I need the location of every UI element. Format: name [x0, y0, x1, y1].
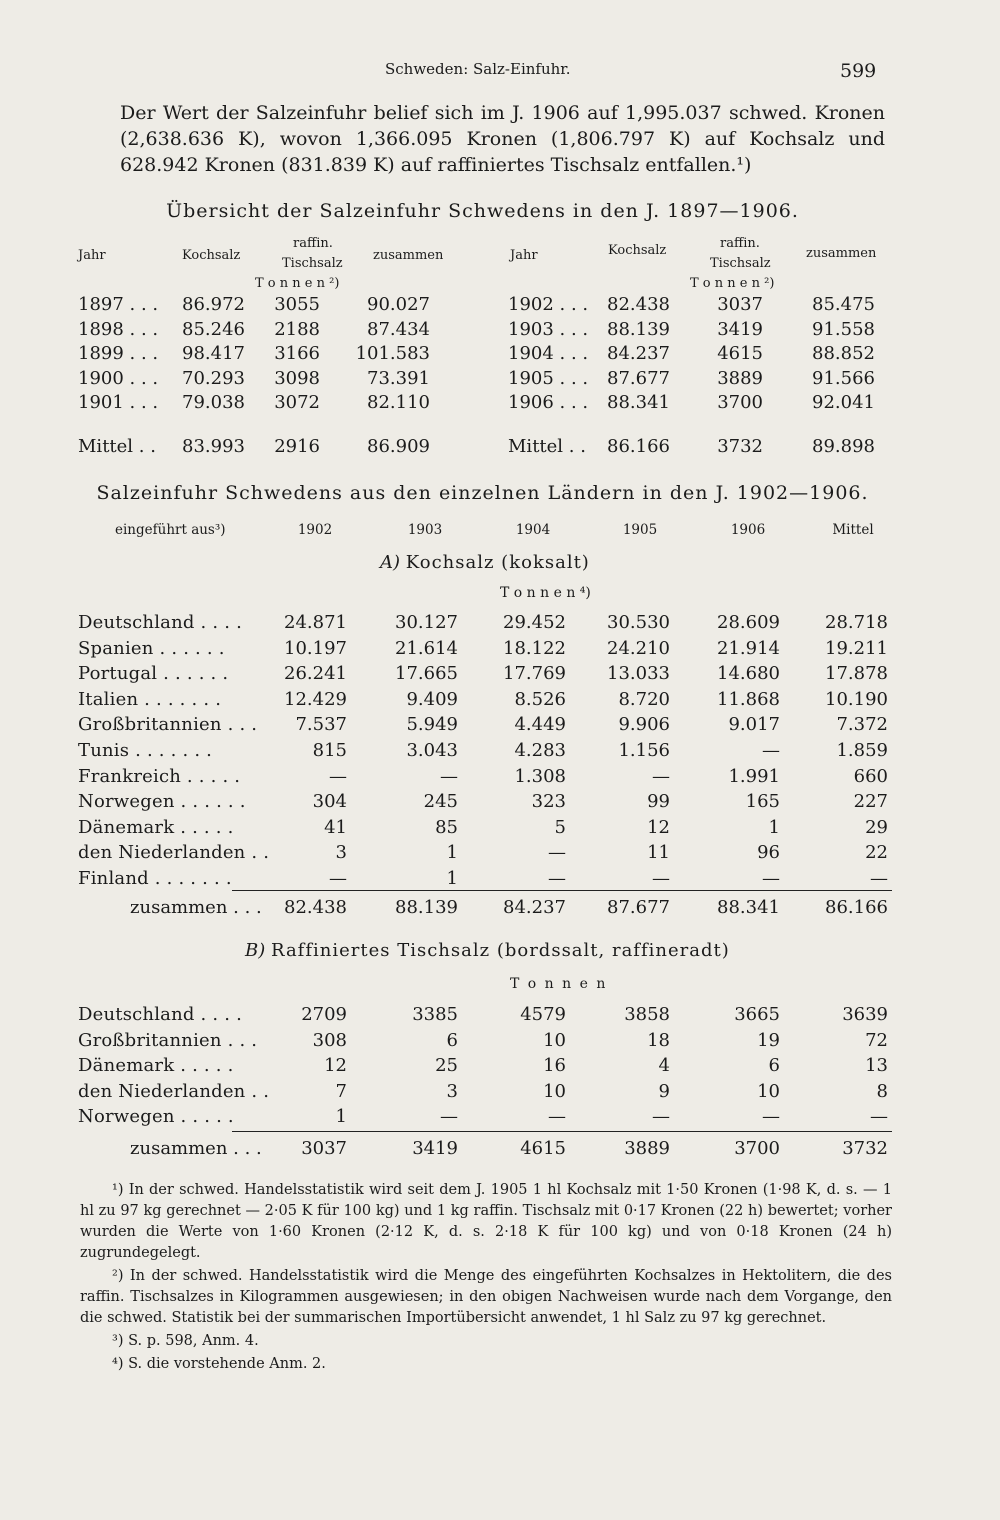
section-b-prefix: B) — [245, 940, 266, 961]
t2-section_a-value: 24.210 — [607, 637, 670, 659]
t2-section_b-value: 4 — [658, 1055, 670, 1077]
t2-section_b-value: 25 — [435, 1055, 458, 1077]
t2-section_a-value: 21.614 — [395, 637, 458, 659]
t1-row-value-left: 87.434 — [367, 318, 430, 340]
t2-section_a-value: 4.283 — [514, 740, 566, 761]
t2-section_a-value: 12.429 — [284, 688, 347, 710]
t1-row-value-right: 3037 — [717, 294, 763, 315]
t2-section_b-value: 19 — [757, 1029, 780, 1051]
section-a-unit: T o n n e n ⁴) — [500, 585, 591, 601]
t2-section_b-value: 3385 — [412, 1004, 458, 1025]
t2-section_b-country: Deutschland . . . . — [78, 1004, 242, 1025]
t2-header-year: 1902 — [297, 522, 333, 538]
t2-section_a-value: 1.156 — [618, 740, 670, 761]
t1-row-year-left: 1898 . . . — [78, 318, 159, 340]
t2-section_a-value: 10.190 — [825, 688, 888, 710]
t2-section_a-total-value: 82.438 — [284, 897, 347, 918]
t1-header-jahr-right: Jahr — [510, 248, 538, 263]
t1-header-raffin-right: raffin. — [720, 236, 760, 251]
t2-section_a-value: 8.526 — [514, 688, 566, 710]
t2-section_a-total-value: 88.139 — [395, 897, 458, 918]
footnotes — [80, 1180, 892, 1377]
t1-row-value-right: 3889 — [717, 367, 763, 389]
t2-section_b-value: 10 — [757, 1080, 780, 1102]
t2-section_a-value: 29 — [865, 816, 888, 838]
t2-section_b-total-value: 4615 — [520, 1138, 566, 1159]
t2-section_a-value: 5.949 — [406, 714, 458, 736]
t2-section_b-value: — — [548, 1106, 566, 1128]
section-b-heading — [245, 940, 730, 961]
t1-row-year-left: 1901 . . . — [78, 392, 159, 413]
t2-section_a-value: 1.859 — [836, 740, 888, 761]
t2-section_a-value: 17.878 — [825, 663, 888, 685]
t2-section_a-value: 165 — [745, 791, 780, 813]
t1-row-value-left: 86.972 — [182, 294, 245, 315]
t2-section_a-value: 3.043 — [406, 740, 458, 761]
t2-section_b-sum-rule — [232, 1131, 892, 1132]
t2-section_b-value: 2709 — [301, 1004, 347, 1025]
t1-unit-left: T o n n e n ²) — [255, 276, 340, 291]
t2-section_b-value: 6 — [768, 1055, 780, 1077]
t2-section_a-value: — — [652, 765, 670, 787]
t2-section_b-value: — — [652, 1106, 670, 1128]
t2-section_b-country: Großbritannien . . . — [78, 1029, 258, 1051]
t2-section_a-value: 30.530 — [607, 612, 670, 633]
t2-section_a-total-value: 88.341 — [717, 897, 780, 918]
section-a-heading — [380, 552, 590, 573]
t2-section_a-total-value: 86.166 — [825, 897, 888, 918]
t1-row-value-right: 4615 — [717, 343, 763, 364]
t2-section_a-value: 85 — [435, 816, 458, 838]
t2-section_a-value: 17.665 — [395, 663, 458, 685]
t2-section_a-value: — — [652, 868, 670, 889]
t2-section_a-value: 11 — [647, 842, 670, 864]
intro-paragraph — [120, 100, 885, 178]
t1-header-kochsalz-right: Kochsalz — [608, 243, 667, 258]
t2-section_a-country: den Niederlanden . . — [78, 842, 270, 864]
t2-section_a-value: 9.906 — [618, 714, 670, 736]
t2-section_b-value: 3858 — [624, 1004, 670, 1025]
t2-section_a-value: 7.372 — [836, 714, 888, 736]
t1-row-value-left: 90.027 — [367, 294, 430, 315]
t2-section_b-value: 16 — [543, 1055, 566, 1077]
t2-section_b-total-label: zusammen . . . — [130, 1138, 262, 1159]
t1-header-jahr-left: Jahr — [78, 248, 106, 263]
t2-section_a-value: 96 — [757, 842, 780, 864]
t2-section_b-value: — — [762, 1106, 780, 1128]
t2-section_b-country: Norwegen . . . . . — [78, 1106, 234, 1128]
t2-section_a-value: — — [762, 868, 780, 889]
t2-section_a-country: Spanien . . . . . . — [78, 637, 225, 659]
t2-section_a-value: 14.680 — [717, 663, 780, 685]
t1-mean-value-right: 3732 — [717, 436, 763, 457]
t2-header-year: 1906 — [730, 522, 766, 538]
section-a-prefix: A) — [380, 552, 401, 573]
t2-header-year: 1905 — [622, 522, 658, 538]
t2-section_a-value: — — [329, 868, 347, 889]
t2-section_a-value: 227 — [853, 791, 888, 813]
t2-section_a-total-label: zusammen . . . — [130, 897, 262, 918]
t1-row-value-left: 3072 — [274, 392, 320, 413]
t2-header-year: 1904 — [515, 522, 551, 538]
t1-row-value-right: 88.852 — [812, 343, 875, 364]
t1-row-value-right: 88.139 — [607, 318, 670, 340]
t1-header-zusammen-left: zusammen — [373, 248, 444, 263]
t2-section_b-country: den Niederlanden . . — [78, 1080, 270, 1102]
t1-mean-value-left: 83.993 — [182, 436, 245, 457]
t2-section_a-value: 1 — [446, 868, 458, 889]
t2-section_b-value: 13 — [865, 1055, 888, 1077]
t2-section_a-value: 41 — [324, 816, 347, 838]
t2-section_a-value: 28.609 — [717, 612, 780, 633]
t2-section_a-country: Großbritannien . . . — [78, 714, 258, 736]
t2-section_b-value: 3639 — [842, 1004, 888, 1025]
t2-section_a-country: Portugal . . . . . . — [78, 663, 229, 685]
t2-section_a-value: 24.871 — [284, 612, 347, 633]
t2-section_a-value: — — [329, 765, 347, 787]
t2-section_a-country: Finland . . . . . . . — [78, 868, 232, 889]
t2-section_a-country: Deutschland . . . . — [78, 612, 242, 633]
t1-row-value-left: 3098 — [274, 367, 320, 389]
t2-section_a-total-value: 87.677 — [607, 897, 670, 918]
t2-section_a-value: 18.122 — [503, 637, 566, 659]
t1-row-value-right: 87.677 — [607, 367, 670, 389]
t1-row-value-right: 82.438 — [607, 294, 670, 315]
t1-row-year-right: 1904 . . . — [508, 343, 589, 364]
t1-row-year-right: 1906 . . . — [508, 392, 589, 413]
t2-section_a-value: 1 — [768, 816, 780, 838]
t2-section_b-value: 3665 — [734, 1004, 780, 1025]
t1-mean-label-right: Mittel . . — [508, 436, 586, 457]
t2-section_a-value: 304 — [312, 791, 347, 813]
t1-row-value-right: 91.558 — [812, 318, 875, 340]
t1-header-kochsalz-left: Kochsalz — [182, 248, 241, 263]
t2-section_a-value: 245 — [423, 791, 458, 813]
t2-section_a-value: 19.211 — [825, 637, 888, 659]
t2-section_a-value: 323 — [531, 791, 566, 813]
t2-section_b-value: 6 — [446, 1029, 458, 1051]
t2-section_a-country: Frankreich . . . . . — [78, 765, 241, 787]
t2-section_a-value: 13.033 — [607, 663, 670, 685]
t2-section_a-value: 660 — [853, 765, 888, 787]
t2-section_a-value: 8.720 — [618, 688, 670, 710]
t2-section_a-value: 9.409 — [406, 688, 458, 710]
t2-section_a-value: 30.127 — [395, 612, 458, 633]
t2-section_b-value: 308 — [312, 1029, 347, 1051]
t1-row-year-left: 1900 . . . — [78, 367, 159, 389]
t2-section_b-total-value: 3037 — [301, 1138, 347, 1159]
t2-section_b-total-value: 3732 — [842, 1138, 888, 1159]
t2-section_a-value: — — [870, 868, 888, 889]
t2-section_a-value: 11.868 — [717, 688, 780, 710]
t2-section_b-country: Dänemark . . . . . — [78, 1055, 234, 1077]
footnote-3: ³) S. p. 598, Anm. 4. — [112, 1333, 259, 1349]
footnote-2: ²) In der schwed. Handelsstatistik wird die Menge des eingeführten Kochsalzes in Hektolitern, die des raffin. Tischsalzes in Kilogrammen ausgewiesen; in den obigen Nachweisen wurde nach dem Vorgange, den die schwed. Statistik bei der summarischen Importübersicht anwendet, 1 hl Salz zu 97 kg gerechnet. — [80, 1268, 892, 1326]
t2-section_b-value: 7 — [335, 1080, 347, 1102]
t2-header-year: 1903 — [407, 522, 443, 538]
t2-section_b-value: 4579 — [520, 1004, 566, 1025]
t1-header-zusammen-right: zusammen — [806, 246, 877, 261]
t2-section_b-value: 9 — [658, 1080, 670, 1102]
t1-mean-label-left: Mittel . . — [78, 436, 156, 457]
t1-row-value-left: 101.583 — [355, 343, 430, 364]
t2-section_a-country: Dänemark . . . . . — [78, 816, 234, 838]
t2-section_b-value: — — [870, 1106, 888, 1128]
t1-mean-value-right: 89.898 — [812, 436, 875, 457]
t2-section_b-value: 10 — [543, 1029, 566, 1051]
t1-row-year-right: 1903 . . . — [508, 318, 589, 340]
t2-section_a-country: Italien . . . . . . . — [78, 688, 222, 710]
footnote-1: ¹) In der schwed. Handelsstatistik wird seit dem J. 1905 1 hl Kochsalz mit 1·50 Kronen (1·98 K, d. s. — 1 hl zu 97 kg gerechnet — 2·05 K für 100 kg) und 1 kg raffin. Tischsalz mit 0·17 Kronen (22 h) bewertet; vorher wurden die Werte von 1·60 Kronen (2·12 K, d. s. 2·18 K für 100 kg) und von 0·18 Kronen (24 h) zugrundegelegt. — [80, 1182, 892, 1261]
page-number: 599 — [840, 60, 877, 82]
t2-header-origin: eingeführt aus³) — [115, 522, 226, 538]
t2-section_b-total-value: 3700 — [734, 1138, 780, 1159]
t1-row-value-left: 3166 — [274, 343, 320, 364]
t1-header-tischsalz-right: Tischsalz — [710, 256, 771, 271]
t1-row-year-right: 1905 . . . — [508, 367, 589, 389]
t2-section_a-total-value: 84.237 — [503, 897, 566, 918]
table1-title: Übersicht der Salzeinfuhr Schwedens in den J. 1897—1906. — [166, 200, 799, 222]
section-b-unit: T o n n e n — [510, 976, 608, 992]
t2-section_a-value: 9.017 — [728, 714, 780, 736]
t1-row-year-left: 1899 . . . — [78, 343, 159, 364]
t2-section_b-value: 18 — [647, 1029, 670, 1051]
t1-row-value-left: 98.417 — [182, 343, 245, 364]
t1-row-value-left: 3055 — [274, 294, 320, 315]
t2-section_a-value: 26.241 — [284, 663, 347, 685]
t2-section_b-value: 12 — [324, 1055, 347, 1077]
t2-section_a-value: 5 — [554, 816, 566, 838]
t1-row-value-right: 3419 — [717, 318, 763, 340]
t1-mean-value-left: 86.909 — [367, 436, 430, 457]
t1-row-value-right: 92.041 — [812, 392, 875, 413]
t1-row-value-left: 70.293 — [182, 367, 245, 389]
t2-section_a-value: — — [548, 868, 566, 889]
t1-row-value-right: 3700 — [717, 392, 763, 413]
t2-section_a-value: 7.537 — [295, 714, 347, 736]
t2-section_b-total-value: 3419 — [412, 1138, 458, 1159]
t1-row-value-left: 85.246 — [182, 318, 245, 340]
t1-header-raffin-left: raffin. — [293, 236, 333, 251]
t2-section_b-value: 3 — [446, 1080, 458, 1102]
t2-section_b-value: — — [440, 1106, 458, 1128]
t2-section_a-value: 10.197 — [284, 637, 347, 659]
t2-section_a-value: 4.449 — [514, 714, 566, 736]
t2-header-year: Mittel — [832, 522, 874, 538]
intro-text: Der Wert der Salzeinfuhr belief sich im J. 1906 auf 1,995.037 schwed. Kronen (2,638.636 K), wovon 1,366.095 Kronen (1,806.797 K) auf Kochsalz und 628.942 Kronen (831.839 K) auf raffiniertes Tischsalz entfallen.¹) — [120, 102, 885, 176]
table2-title: Salzeinfuhr Schwedens aus den einzelnen Ländern in den J. 1902—1906. — [96, 482, 869, 504]
t2-section_b-value: 10 — [543, 1080, 566, 1102]
running-header: Schweden: Salz-Einfuhr. — [385, 60, 571, 78]
t1-row-value-left: 73.391 — [367, 367, 430, 389]
t2-section_a-value: 815 — [312, 740, 347, 761]
t1-row-value-right: 88.341 — [607, 392, 670, 413]
footnote-4: ⁴) S. die vorstehende Anm. 2. — [112, 1356, 326, 1372]
t2-section_a-value: 28.718 — [825, 612, 888, 633]
t2-section_b-value: 1 — [335, 1106, 347, 1128]
t2-section_a-value: 29.452 — [503, 612, 566, 633]
t1-row-value-right: 91.566 — [812, 367, 875, 389]
t1-row-value-right: 85.475 — [812, 294, 875, 315]
t2-section_a-value: 1.308 — [514, 765, 566, 787]
section-b-title: Raffiniertes Tischsalz (bordssalt, raffineradt) — [270, 940, 730, 961]
t2-section_b-value: 72 — [865, 1029, 888, 1051]
t1-mean-value-right: 86.166 — [607, 436, 670, 457]
t2-section_a-value: 3 — [335, 842, 347, 864]
t1-row-value-left: 2188 — [274, 318, 320, 340]
t1-row-value-left: 82.110 — [367, 392, 430, 413]
t2-section_a-value: — — [548, 842, 566, 864]
t2-section_a-value: 22 — [865, 842, 888, 864]
t2-section_b-value: 8 — [876, 1080, 888, 1102]
t2-section_a-value: 99 — [647, 791, 670, 813]
t2-section_a-value: 12 — [647, 816, 670, 838]
t2-section_a-value: 17.769 — [503, 663, 566, 685]
t1-unit-right: T o n n e n ²) — [690, 276, 775, 291]
t2-section_a-value: — — [762, 740, 780, 761]
t1-row-year-right: 1902 . . . — [508, 294, 589, 315]
t2-section_a-country: Norwegen . . . . . . — [78, 791, 246, 813]
t1-row-value-right: 84.237 — [607, 343, 670, 364]
t2-section_a-value: 1.991 — [728, 765, 780, 787]
t2-section_a-value: 21.914 — [717, 637, 780, 659]
t1-mean-value-left: 2916 — [274, 436, 320, 457]
t1-header-tischsalz-left: Tischsalz — [282, 256, 343, 271]
section-a-title: Kochsalz (koksalt) — [405, 552, 590, 573]
t2-section_a-value: — — [440, 765, 458, 787]
t2-section_a-country: Tunis . . . . . . . — [78, 740, 213, 761]
t2-section_a-sum-rule — [232, 890, 892, 891]
t2-section_b-total-value: 3889 — [624, 1138, 670, 1159]
t1-row-value-left: 79.038 — [182, 392, 245, 413]
t2-section_a-value: 1 — [446, 842, 458, 864]
t1-row-year-left: 1897 . . . — [78, 294, 159, 315]
